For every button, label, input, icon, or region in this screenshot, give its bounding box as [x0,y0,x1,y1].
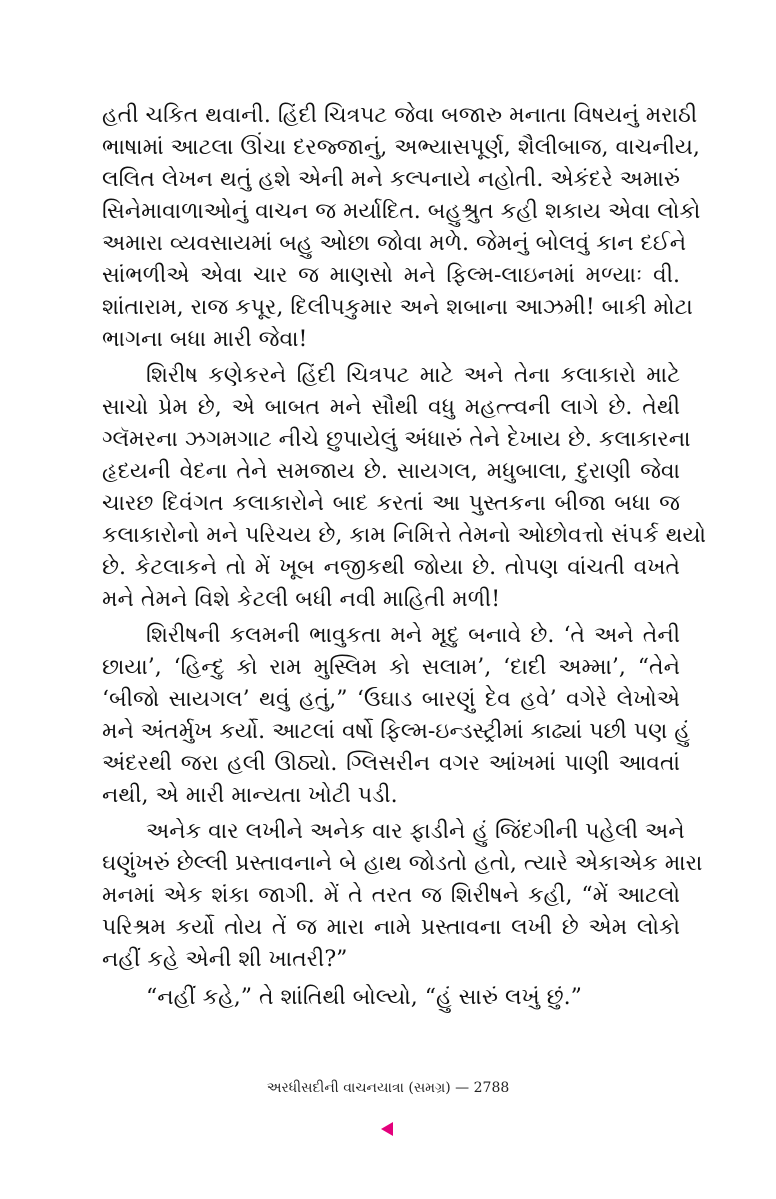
text-line: કલાકારોનો મને પરિચય છે, કામ નિમિત્તે તેમનો ઓછોવત્તો સંપર્ક થયો [102,523,707,548]
text-line: લલિત લેખન થતું હશે એની મને કલ્પનાયે નહોતી. એકંદરે અમારું [102,167,680,192]
text-line: શિરીષ કણેકરને હિંદી ચિત્રપટ માટે અને તેના કલાકારો માટે [146,363,680,388]
text-line: ચારછ દિવંગત કલાકારોને બાદ કરતાં આ પુસ્તકના બીજા બધા જ [102,491,680,516]
text-line: હૃદયની વેદના તેને સમજાય છે. સાયગલ, મધુબાલા, દુરાણી જેવા [102,459,680,484]
paragraph-1 [102,100,701,356]
text-line: છે. કેટલાકને તો મેં ખૂબ નજીકથી જોયા છે. તોપણ વાંચતી વખતે [102,555,680,580]
text-line: ભાષામાં આટલા ઊંચા દરજ્જાનું, અભ્યાસપૂર્ણ, શૈલીબાજ, વાચનીય, [102,135,700,160]
text-line: અંદરથી જરા હલી ઊઠ્યો. ગ્લિસરીન વગર આંખમાં પાણી આવતાં [102,751,680,776]
text-line: શિરીષની કલમની ભાવુકતા મને મૃદુ બનાવે છે. ‘તે અને તેની [146,623,680,648]
text-line: અમારા વ્યવસાયમાં બહુ ઓછા જોવા મળે. જેમનું બોલવું કાન દઈને [102,231,687,256]
text-line: સિનેમાવાળાઓનું વાચન જ મર્યાદિત. બહુશ્રુત કહી શકાય એવા લોકો [102,199,701,224]
paragraph-3 [102,620,690,812]
text-line: છાયા’, ‘હિન્દુ કો રામ મુસ્લિમ કો સલામ’, ‘દાદી અમ્મા’, “તેને [102,655,680,680]
closing-dialogue-line: “નહીં કહે,” તે શાંતિથી બોલ્યો, “હું સારું લખું છું.” [146,985,582,1010]
text-line: મને અંતર્મુખ કર્યો. આટલાં વર્ષો ફિલ્મ-ઇન્ડસ્ટ્રીમાં કાઢ્યાં પછી પણ હું [102,719,690,744]
text-line: ‘બીજો સાયગલ’ થવું હતું,” ‘ઉઘાડ બારણું દેવ હવે’ વગેરે લેખોએ [102,687,680,712]
previous-page-arrow-icon[interactable] [381,1122,393,1136]
text-line: ઘણુંખરું છેલ્લી પ્રસ્તાવનાને બે હાથ જોડતો હતો, ત્યારે એકાએક મારા [102,851,703,876]
paragraph-4 [102,816,703,976]
text-line: પરિશ્રમ કર્યો તોય તેં જ મારા નામે પ્રસ્તાવના લખી છે એમ લોકો [102,915,680,940]
text-line: મનમાં એક શંકા જાગી. મેં તે તરત જ શિરીષને કહી, “મેં આટલો [102,883,680,908]
paragraph-2 [102,360,707,616]
text-line: અનેક વાર લખીને અનેક વાર ફાડીને હું જિંદગીની પહેલી અને [146,819,685,844]
text-line: નથી, એ મારી માન્યતા ખોટી પડી. [102,783,398,808]
text-line: સાંભળીએ એવા ચાર જ માણસો મને ફિલ્મ-લાઇનમાં મળ્યાઃ વી. [102,263,680,288]
text-line: નહીં કહે એની શી ખાતરી?” [102,947,348,972]
text-line: ભાગના બધા મારી જેવા! [102,327,308,352]
page-footer [0,1080,776,1096]
footer-text: અરધીસદીની વાચનયાત્રા (સમગ્ર) — 2788 [266,1080,510,1096]
text-line: મને તેમને વિશે કેટલી બધી નવી માહિતી મળી! [102,587,501,612]
page-body [102,100,707,1014]
text-line: હતી ચકિત થવાની. હિંદી ચિત્રપટ જેવા બજારુ મનાતા વિષયનું મરાઠી [102,103,698,128]
text-line: શાંતારામ, રાજ કપૂર, દિલીપકુમાર અને શબાના આઝમી! બાકી મોટા [102,295,693,320]
text-line: સાચો પ્રેમ છે, એ બાબત મને સૌથી વધુ મહત્ત્વની લાગે છે. તેથી [102,395,680,420]
text-line: ગ્લૅમરના ઝગમગાટ નીચે છુપાયેલું અંધારું તેને દેખાય છે. કલાકારના [102,427,691,452]
